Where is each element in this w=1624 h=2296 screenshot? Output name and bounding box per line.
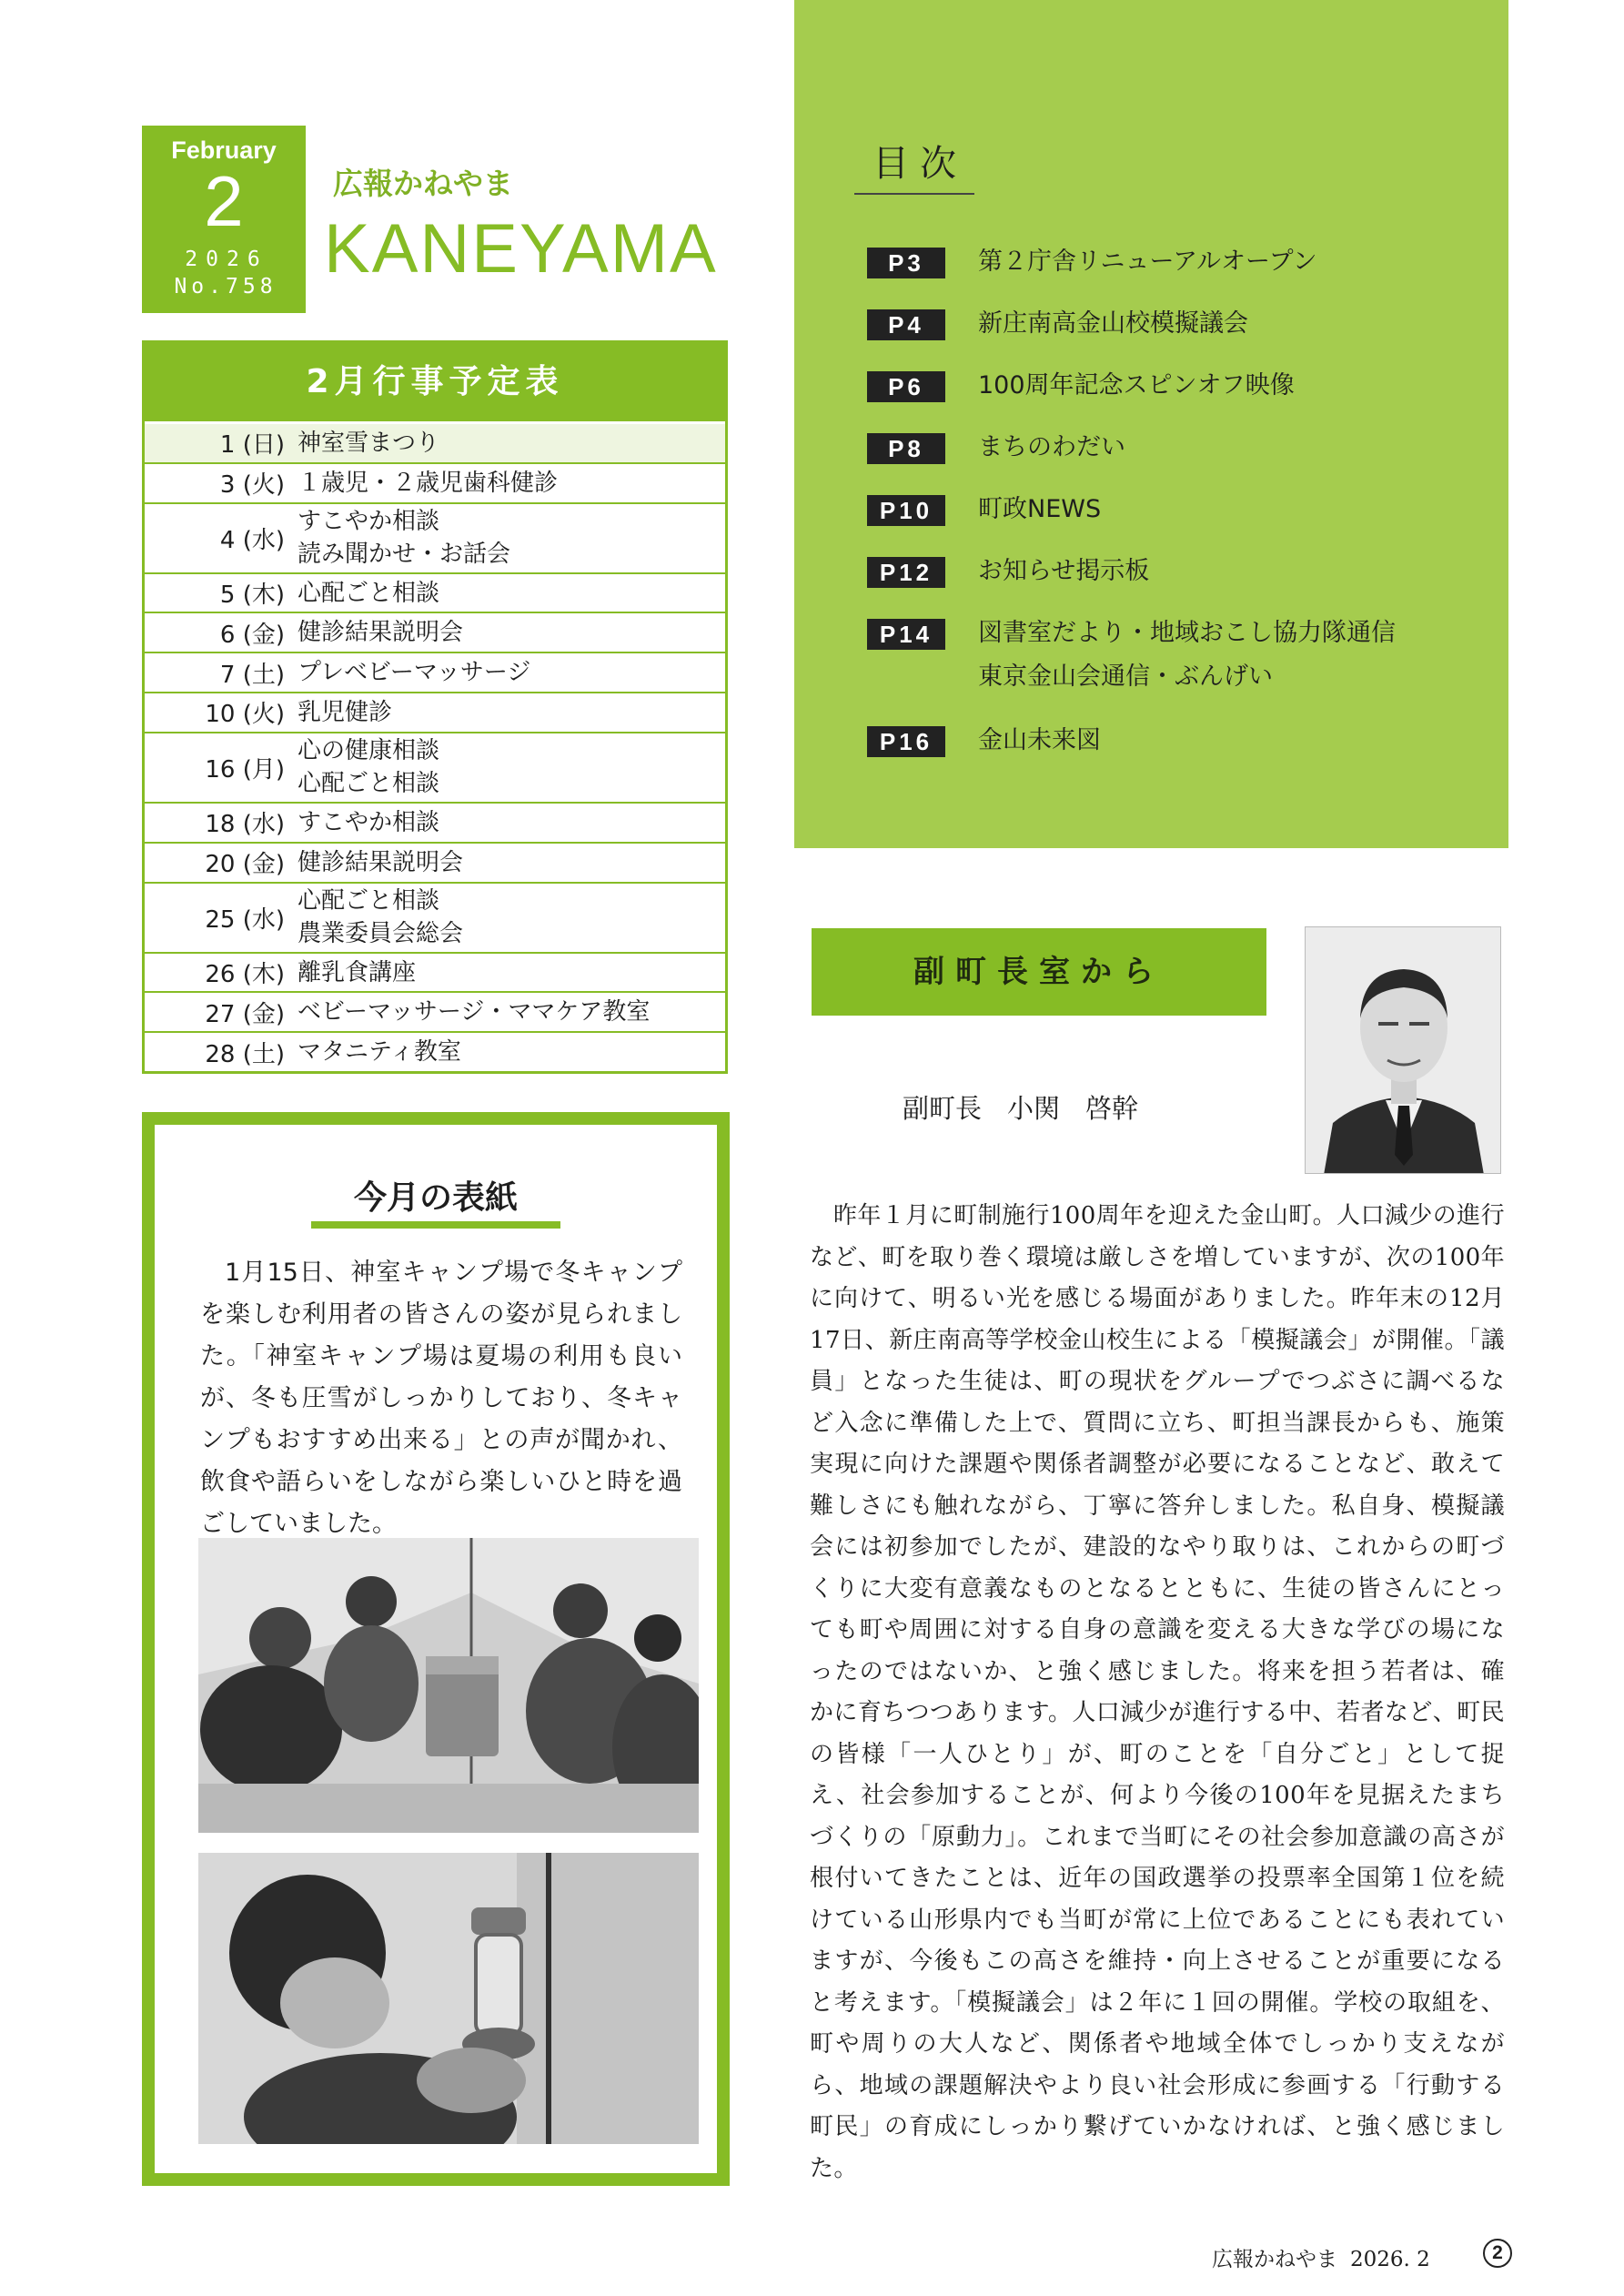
toc-item[interactable] <box>867 493 1486 555</box>
toc-list <box>867 246 1486 786</box>
schedule-event: ベビーマッサージ・ママケア教室 <box>298 998 651 1027</box>
toc-page-badge: P12 <box>867 557 945 588</box>
schedule-events <box>294 734 439 800</box>
schedule-title: 2月行事予定表 <box>145 343 725 421</box>
schedule-event: 心の健康相談 <box>298 737 440 765</box>
cover-photo-campers <box>198 1538 699 1833</box>
schedule-row <box>145 884 725 954</box>
masthead-title: KANEYAMA <box>324 210 718 288</box>
vice-mayor-banner: 副町長室から <box>812 928 1266 1016</box>
vice-mayor-portrait <box>1305 926 1501 1174</box>
schedule-event: 健診結果説明会 <box>298 619 464 647</box>
schedule-date: 18 (水) <box>205 811 285 839</box>
toc-item-line: 第２庁舎リニューアルオープン <box>978 248 1317 276</box>
schedule-row <box>145 1033 725 1071</box>
schedule-date: 4 (水) <box>219 526 285 554</box>
toc-item-line: 新庄南高金山校模擬議会 <box>978 309 1248 338</box>
schedule-event: 心配ごと相談 <box>298 887 440 915</box>
vice-mayor-name <box>903 1088 1164 1126</box>
schedule-event: 乳児健診 <box>298 698 393 726</box>
schedule-events <box>294 577 439 610</box>
schedule-date: 10 (火) <box>205 701 285 729</box>
schedule-events <box>294 427 439 460</box>
schedule-row <box>145 424 725 464</box>
footer-publication: 広報かねやま <box>1212 2248 1337 2271</box>
masthead-subtitle: 広報かねやま <box>333 166 513 201</box>
schedule-date: 16 (月) <box>205 755 285 784</box>
schedule-event: 離乳食講座 <box>298 958 417 986</box>
schedule-events <box>294 656 530 689</box>
toc-page-badge: P6 <box>867 371 945 402</box>
schedule-events <box>294 467 558 500</box>
toc-title: 目次 <box>873 143 967 185</box>
page-number: 2 <box>1483 2239 1512 2268</box>
toc-item[interactable] <box>867 369 1486 431</box>
schedule-row <box>145 653 725 693</box>
schedule-event: 農業委員会総会 <box>298 920 464 948</box>
schedule-date: 28 (土) <box>205 1040 285 1068</box>
toc-page-badge: P14 <box>867 619 945 650</box>
schedule-event: すこやか相談 <box>298 508 440 536</box>
toc-item-text <box>978 550 1149 593</box>
schedule-events <box>294 1036 461 1068</box>
cover-photo-lantern <box>198 1853 699 2144</box>
schedule-event: すこやか相談 <box>298 808 440 836</box>
toc-item[interactable] <box>867 555 1486 617</box>
cover-title-underline <box>311 1221 560 1229</box>
toc-item-text <box>978 240 1317 284</box>
issue-date-box <box>142 126 306 313</box>
toc-item-text <box>978 719 1101 763</box>
toc-item[interactable] <box>867 308 1486 369</box>
schedule-event: 神室雪まつり <box>298 429 440 457</box>
schedule-events <box>294 806 439 839</box>
cover-story-box <box>142 1112 730 2186</box>
toc-item-line: 町政NEWS <box>978 495 1102 523</box>
schedule-row <box>145 954 725 994</box>
toc-page-badge: P3 <box>867 248 945 278</box>
toc-page-badge: P16 <box>867 726 945 757</box>
table-of-contents <box>794 0 1508 848</box>
toc-item-line: 金山未来図 <box>978 726 1101 754</box>
schedule-events <box>294 616 463 649</box>
toc-item-text <box>978 488 1101 531</box>
schedule-row <box>145 613 725 653</box>
toc-item-line: まちのわだい <box>978 433 1125 461</box>
schedule-row <box>145 693 725 733</box>
issue-year: 2026 <box>185 248 268 271</box>
schedule-event: プレベビーマッサージ <box>298 659 531 687</box>
schedule-events <box>294 885 463 950</box>
schedule-events <box>294 846 463 879</box>
toc-item[interactable] <box>867 246 1486 308</box>
issue-month: February <box>171 137 277 164</box>
schedule-date: 25 (水) <box>205 905 285 934</box>
toc-title-underline <box>854 193 974 195</box>
vice-mayor-message: 昨年１月に町制施行100周年を迎えた金山町。人口減少の進行など、町を取り巻く環境は厳しさを増していますが、次の100年に向けて、明るい光を感じる場面がありました。昨年末の12月17日、新庄南高等学校金山校生による「模擬議会」が開催。「議員」となった生徒は、町の現状をグループでつぶさに調べるなど入念に準備した上で、質問に立ち、町担当課長からも、施策実現に向けた課題や関係者調整が必要になることなど、敢えて難しさにも触れながら、丁寧に答弁しました。私自身、模擬議会には初参加でしたが、建設的なやり取りは、これからの町づくりに大変有意義なものとなるとともに、生徒の皆さんにとっても町や周囲に対する自身の意識を変える大きな学びの場になったのではないか、と強く感じました。将来を担う若者は、確かに育ちつつあります。人口減少が進行する中、若者など、町民の皆様「一人ひとり」が、町のことを「自分ごと」として捉え、社会参加することが、何より今後の100年を見据えたまちづくりの「原動力」。これまで当町にその社会参加意識の高さが根付いてきたことは、近年の国政選挙の投票率全国第１位を続けている山形県内でも当町が常に上位であることにも表れていますが、今後もこの高さを維持・向上させることが重要になると考えます。「模擬議会」は２年に１回の開催。学校の取組を、町や周りの大人など、関係者や地域全体でしっかり支えながら、地域の課題解決やより良い社会形成に参画する「行動する町民」の育成にしっかり繋げていかなければ、と強く感じました。 <box>810 1202 1505 2182</box>
schedule-events <box>294 956 416 989</box>
toc-item-text <box>978 426 1125 470</box>
schedule-table <box>145 424 725 1071</box>
schedule-date: 6 (金) <box>219 621 285 649</box>
cover-title: 今月の表紙 <box>353 1179 518 1217</box>
toc-item-line: お知らせ掲示板 <box>978 557 1150 585</box>
vice-mayor-role: 副町長 <box>903 1093 983 1124</box>
schedule-row <box>145 804 725 844</box>
toc-page-badge: P4 <box>867 309 945 340</box>
issue-number: No.758 <box>174 275 277 298</box>
schedule-event: 心配ごと相談 <box>298 770 440 798</box>
schedule-events <box>294 505 510 571</box>
toc-page-badge: P10 <box>867 495 945 526</box>
schedule-event: １歳児・２歳児歯科健診 <box>298 469 559 497</box>
issue-day: 2 <box>204 161 244 241</box>
schedule-event: 健診結果説明会 <box>298 848 464 876</box>
schedule-date: 7 (土) <box>219 661 285 689</box>
schedule-date: 26 (木) <box>205 961 285 989</box>
toc-item[interactable] <box>867 431 1486 493</box>
vice-mayor-family-name: 小関 <box>1007 1093 1061 1124</box>
schedule-row <box>145 574 725 614</box>
toc-page-badge: P8 <box>867 433 945 464</box>
toc-item-line: 東京金山会通信・ぶんげい <box>978 663 1273 691</box>
footer-date: 2026. 2 <box>1350 2248 1430 2271</box>
schedule-row <box>145 993 725 1033</box>
schedule-date: 1 (日) <box>219 431 285 460</box>
toc-item-text <box>978 302 1248 346</box>
toc-item-text <box>978 612 1396 699</box>
schedule-events <box>294 696 392 729</box>
toc-item-line: 100周年記念スピンオフ映像 <box>978 371 1295 400</box>
schedule-event: マタニティ教室 <box>298 1038 461 1067</box>
schedule-row <box>145 844 725 884</box>
toc-item[interactable] <box>867 724 1486 786</box>
schedule-date: 27 (金) <box>205 1000 285 1028</box>
schedule-event: 読み聞かせ・お話会 <box>298 541 511 569</box>
schedule-row <box>145 464 725 504</box>
toc-item-line: 図書室だより・地域おこし協力隊通信 <box>978 619 1396 647</box>
toc-item-text <box>978 364 1295 408</box>
schedule-event: 心配ごと相談 <box>298 579 440 607</box>
vice-mayor-given-name: 啓幹 <box>1085 1093 1139 1124</box>
schedule-date: 5 (木) <box>219 582 285 610</box>
schedule-date: 20 (金) <box>205 851 285 879</box>
schedule-date: 3 (火) <box>219 471 285 500</box>
schedule-row <box>145 504 725 574</box>
schedule-events <box>294 996 650 1028</box>
page-footer <box>1212 2242 1430 2272</box>
toc-item[interactable] <box>867 617 1486 724</box>
schedule-row <box>145 733 725 804</box>
cover-text: 1月15日、神室キャンプ場で冬キャンプを楽しむ利用者の皆さんの姿が見られました。「神室キャンプ場は夏場の利用も良いが、冬も圧雪がしっかりしており、冬キャンプもおすすめ出来る」との声が聞かれ、飲食や語らいをしながら楽しいひと時を過ごしていました。 <box>200 1259 682 1538</box>
event-schedule <box>142 340 728 1074</box>
